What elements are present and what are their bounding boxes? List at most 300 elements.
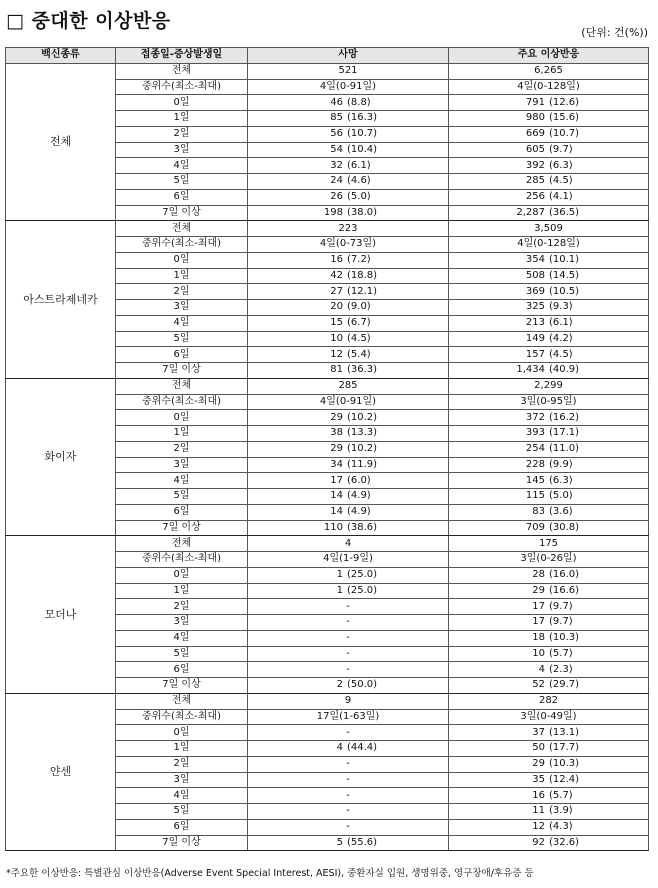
death-cell xyxy=(248,599,449,615)
table-row xyxy=(6,63,649,79)
count-value: 354 xyxy=(525,254,545,266)
major-reaction-cell xyxy=(449,63,649,79)
major-reaction-cell xyxy=(449,268,649,284)
death-cell xyxy=(248,268,449,284)
major-reaction-cell xyxy=(449,347,649,363)
major-reaction-cell xyxy=(449,504,649,520)
major-reaction-cell xyxy=(449,615,649,631)
count-value: 115 xyxy=(525,490,545,502)
count-value: 669 xyxy=(525,128,545,140)
death-cell xyxy=(248,95,449,111)
major-reaction-cell xyxy=(449,237,649,253)
vaccine-name: 아스트라제네카 xyxy=(6,221,116,379)
interval-label: 중위수(최소-최대) xyxy=(116,709,248,725)
percent-value: (17.1) xyxy=(549,427,580,439)
percent-value: (25.0) xyxy=(347,584,378,596)
count-value: 50 xyxy=(532,742,545,754)
interval-label: 5일 xyxy=(116,646,248,662)
count-value: 10 xyxy=(532,647,545,659)
count-value: 12 xyxy=(330,348,343,360)
cell-value: - xyxy=(346,600,350,612)
cell-value: - xyxy=(346,758,350,770)
percent-value: (18.8) xyxy=(347,269,378,281)
major-reaction-cell xyxy=(449,252,649,268)
count-value: 10 xyxy=(330,332,343,344)
percent-value: (16.3) xyxy=(347,112,378,124)
percent-value: (7.2) xyxy=(347,254,371,266)
percent-value: (6.7) xyxy=(347,317,371,329)
count-value: 27 xyxy=(330,285,343,297)
percent-value: (9.3) xyxy=(549,301,573,313)
interval-label: 중위수(최소-최대) xyxy=(116,552,248,568)
major-reaction-cell xyxy=(449,410,649,426)
interval-label: 0일 xyxy=(116,567,248,583)
percent-value: (10.5) xyxy=(549,285,580,297)
percent-value: (12.1) xyxy=(347,285,378,297)
death-cell xyxy=(248,426,449,442)
cell-value: 282 xyxy=(538,695,559,707)
interval-label: 5일 xyxy=(116,331,248,347)
count-value: 20 xyxy=(330,301,343,313)
death-cell xyxy=(248,489,449,505)
death-cell xyxy=(248,819,449,835)
percent-value: (4.1) xyxy=(549,191,573,203)
percent-value: (10.3) xyxy=(549,758,580,770)
count-value: 980 xyxy=(525,112,545,124)
major-reaction-cell xyxy=(449,363,649,379)
count-value: 17 xyxy=(330,474,343,486)
count-value: 1,434 xyxy=(516,364,545,376)
count-value: 29 xyxy=(532,584,545,596)
table-body xyxy=(6,63,649,851)
percent-value: (36.3) xyxy=(347,364,378,376)
cell-value: 3,509 xyxy=(534,222,563,234)
count-value: 29 xyxy=(330,411,343,423)
percent-value: (10.1) xyxy=(549,254,580,266)
major-reaction-cell xyxy=(449,835,649,851)
death-cell xyxy=(248,678,449,694)
interval-label: 7일 이상 xyxy=(116,363,248,379)
death-cell xyxy=(248,552,449,568)
count-value: 17 xyxy=(532,616,545,628)
count-value: 369 xyxy=(525,285,545,297)
interval-label: 0일 xyxy=(116,252,248,268)
percent-value: (38.0) xyxy=(347,206,378,218)
count-value: 213 xyxy=(525,317,545,329)
interval-label: 7일 이상 xyxy=(116,520,248,536)
interval-label: 2일 xyxy=(116,756,248,772)
cell-value: 3일(0-26일) xyxy=(520,553,577,565)
major-reaction-cell xyxy=(449,772,649,788)
major-reaction-cell xyxy=(449,567,649,583)
count-value: 29 xyxy=(532,758,545,770)
death-cell xyxy=(248,378,449,394)
major-reaction-cell xyxy=(449,630,649,646)
table-row xyxy=(6,378,649,394)
death-cell xyxy=(248,79,449,95)
death-cell xyxy=(248,520,449,536)
major-reaction-cell xyxy=(449,457,649,473)
interval-label: 전체 xyxy=(116,221,248,237)
death-cell xyxy=(248,237,449,253)
death-cell xyxy=(248,536,449,552)
percent-value: (5.7) xyxy=(549,789,573,801)
interval-label: 4일 xyxy=(116,158,248,174)
cell-value: 3일(0-95일) xyxy=(520,395,577,407)
major-reaction-cell xyxy=(449,819,649,835)
death-cell xyxy=(248,756,449,772)
percent-value: (9.0) xyxy=(347,301,371,313)
count-value: 85 xyxy=(330,112,343,124)
cell-value: 175 xyxy=(538,537,559,549)
col-header-major: 주요 이상반응 xyxy=(449,48,649,64)
percent-value: (12.4) xyxy=(549,773,580,785)
count-value: 254 xyxy=(525,443,545,455)
count-value: 4 xyxy=(538,663,545,675)
col-header-death: 사망 xyxy=(248,48,449,64)
percent-value: (16.6) xyxy=(549,584,580,596)
unit-label: (단위: 건(%)) xyxy=(581,26,648,39)
cell-value: 17일(1-63일) xyxy=(316,710,380,722)
interval-label: 6일 xyxy=(116,819,248,835)
major-reaction-cell xyxy=(449,709,649,725)
count-value: 52 xyxy=(532,679,545,691)
percent-value: (36.5) xyxy=(549,206,580,218)
count-value: 372 xyxy=(525,411,545,423)
interval-label: 0일 xyxy=(116,95,248,111)
count-value: 1 xyxy=(336,569,343,581)
count-value: 28 xyxy=(532,569,545,581)
count-value: 145 xyxy=(525,474,545,486)
percent-value: (8.8) xyxy=(347,96,371,108)
cell-value: 4일(0-73일) xyxy=(319,238,377,250)
cell-value: - xyxy=(346,789,350,801)
interval-label: 전체 xyxy=(116,693,248,709)
major-reaction-cell xyxy=(449,126,649,142)
death-cell xyxy=(248,583,449,599)
percent-value: (10.7) xyxy=(347,128,378,140)
major-reaction-cell xyxy=(449,331,649,347)
interval-label: 2일 xyxy=(116,599,248,615)
percent-value: (9.7) xyxy=(549,600,573,612)
death-cell xyxy=(248,741,449,757)
interval-label: 전체 xyxy=(116,378,248,394)
major-reaction-cell xyxy=(449,725,649,741)
page-title: □ 중대한 이상반응 xyxy=(6,10,171,32)
percent-value: (32.6) xyxy=(549,836,580,848)
count-value: 42 xyxy=(330,269,343,281)
cell-value: 285 xyxy=(338,380,358,392)
count-value: 791 xyxy=(525,96,545,108)
percent-value: (4.9) xyxy=(347,506,371,518)
cell-value: 2,299 xyxy=(534,380,563,392)
major-reaction-cell xyxy=(449,693,649,709)
count-value: 605 xyxy=(525,143,545,155)
count-value: 198 xyxy=(323,206,343,218)
percent-value: (9.9) xyxy=(549,458,573,470)
death-cell xyxy=(248,174,449,190)
cell-value: 9 xyxy=(344,695,352,707)
count-value: 34 xyxy=(330,458,343,470)
interval-label: 6일 xyxy=(116,189,248,205)
count-value: 92 xyxy=(532,836,545,848)
cell-value: - xyxy=(346,663,350,675)
major-reaction-cell xyxy=(449,378,649,394)
interval-label: 전체 xyxy=(116,63,248,79)
death-cell xyxy=(248,221,449,237)
cell-value: 4일(0-91일) xyxy=(319,80,377,92)
percent-value: (11.9) xyxy=(347,458,378,470)
percent-value: (15.6) xyxy=(549,112,580,124)
death-cell xyxy=(248,630,449,646)
major-reaction-cell xyxy=(449,662,649,678)
interval-label: 5일 xyxy=(116,489,248,505)
percent-value: (5.0) xyxy=(347,191,371,203)
count-value: 14 xyxy=(330,506,343,518)
count-value: 32 xyxy=(330,159,343,171)
interval-label: 3일 xyxy=(116,615,248,631)
count-value: 35 xyxy=(532,773,545,785)
percent-value: (5.0) xyxy=(549,490,573,502)
death-cell xyxy=(248,473,449,489)
interval-label: 4일 xyxy=(116,630,248,646)
major-reaction-cell xyxy=(449,111,649,127)
vaccine-name: 전체 xyxy=(6,63,116,221)
percent-value: (30.8) xyxy=(549,521,580,533)
interval-label: 중위수(최소-최대) xyxy=(116,79,248,95)
footnote: *주요한 이상반응: 특별관심 이상반응(Adverse Event Special Interest, AESI), 중환자실 입원, 생명위중, 영구장애/후유증 등 xyxy=(6,868,534,879)
death-cell xyxy=(248,457,449,473)
major-reaction-cell xyxy=(449,300,649,316)
percent-value: (16.0) xyxy=(549,569,580,581)
percent-value: (10.4) xyxy=(347,143,378,155)
percent-value: (16.2) xyxy=(549,411,580,423)
interval-label: 6일 xyxy=(116,347,248,363)
count-value: 83 xyxy=(532,506,545,518)
major-reaction-cell xyxy=(449,441,649,457)
col-header-vaccine: 백신종류 xyxy=(6,48,116,64)
interval-label: 6일 xyxy=(116,504,248,520)
interval-label: 0일 xyxy=(116,410,248,426)
cell-value: - xyxy=(346,632,350,644)
major-reaction-cell xyxy=(449,788,649,804)
count-value: 24 xyxy=(330,175,343,187)
count-value: 149 xyxy=(525,332,545,344)
count-value: 709 xyxy=(525,521,545,533)
vaccine-name: 화이자 xyxy=(6,378,116,536)
death-cell xyxy=(248,205,449,221)
adverse-reaction-table xyxy=(5,47,649,851)
cell-value: - xyxy=(346,726,350,738)
interval-label: 5일 xyxy=(116,174,248,190)
count-value: 17 xyxy=(532,600,545,612)
major-reaction-cell xyxy=(449,536,649,552)
count-value: 4 xyxy=(336,742,343,754)
percent-value: (44.4) xyxy=(347,742,378,754)
death-cell xyxy=(248,126,449,142)
major-reaction-cell xyxy=(449,552,649,568)
major-reaction-cell xyxy=(449,489,649,505)
major-reaction-cell xyxy=(449,158,649,174)
count-value: 81 xyxy=(330,364,343,376)
death-cell xyxy=(248,835,449,851)
count-value: 16 xyxy=(330,254,343,266)
interval-label: 4일 xyxy=(116,473,248,489)
death-cell xyxy=(248,567,449,583)
percent-value: (25.0) xyxy=(347,569,378,581)
percent-value: (2.3) xyxy=(549,663,573,675)
cell-value: - xyxy=(346,773,350,785)
percent-value: (12.6) xyxy=(549,96,580,108)
major-reaction-cell xyxy=(449,583,649,599)
major-reaction-cell xyxy=(449,394,649,410)
death-cell xyxy=(248,788,449,804)
cell-value: 223 xyxy=(338,222,358,234)
major-reaction-cell xyxy=(449,804,649,820)
major-reaction-cell xyxy=(449,599,649,615)
death-cell xyxy=(248,315,449,331)
interval-label: 3일 xyxy=(116,300,248,316)
cell-value: 4 xyxy=(344,537,352,549)
death-cell xyxy=(248,615,449,631)
cell-value: 4일(0-91일) xyxy=(319,395,377,407)
death-cell xyxy=(248,252,449,268)
percent-value: (4.5) xyxy=(549,175,573,187)
percent-value: (4.6) xyxy=(347,175,371,187)
death-cell xyxy=(248,709,449,725)
percent-value: (17.7) xyxy=(549,742,580,754)
interval-label: 6일 xyxy=(116,662,248,678)
percent-value: (10.3) xyxy=(549,632,580,644)
interval-label: 2일 xyxy=(116,284,248,300)
death-cell xyxy=(248,347,449,363)
major-reaction-cell xyxy=(449,221,649,237)
cell-value: - xyxy=(346,805,350,817)
percent-value: (55.6) xyxy=(347,836,378,848)
percent-value: (4.5) xyxy=(549,348,573,360)
vaccine-name: 얀센 xyxy=(6,693,116,851)
interval-label: 1일 xyxy=(116,583,248,599)
interval-label: 7일 이상 xyxy=(116,835,248,851)
percent-value: (5.7) xyxy=(549,647,573,659)
count-value: 110 xyxy=(323,521,343,533)
death-cell xyxy=(248,284,449,300)
interval-label: 중위수(최소-최대) xyxy=(116,394,248,410)
count-value: 1 xyxy=(336,584,343,596)
count-value: 2 xyxy=(336,679,343,691)
major-reaction-cell xyxy=(449,741,649,757)
major-reaction-cell xyxy=(449,473,649,489)
vaccine-name: 모더나 xyxy=(6,536,116,694)
count-value: 256 xyxy=(525,191,545,203)
death-cell xyxy=(248,772,449,788)
percent-value: (5.4) xyxy=(347,348,371,360)
major-reaction-cell xyxy=(449,79,649,95)
count-value: 54 xyxy=(330,143,343,155)
percent-value: (14.5) xyxy=(549,269,580,281)
percent-value: (6.1) xyxy=(549,317,573,329)
major-reaction-cell xyxy=(449,205,649,221)
percent-value: (9.7) xyxy=(549,143,573,155)
cell-value: - xyxy=(346,647,350,659)
percent-value: (4.2) xyxy=(549,332,573,344)
interval-label: 2일 xyxy=(116,441,248,457)
count-value: 15 xyxy=(330,317,343,329)
interval-label: 4일 xyxy=(116,315,248,331)
table-row xyxy=(6,536,649,552)
death-cell xyxy=(248,441,449,457)
count-value: 325 xyxy=(525,301,545,313)
percent-value: (40.9) xyxy=(549,364,580,376)
count-value: 392 xyxy=(525,159,545,171)
major-reaction-cell xyxy=(449,756,649,772)
major-reaction-cell xyxy=(449,174,649,190)
count-value: 11 xyxy=(532,805,545,817)
count-value: 38 xyxy=(330,427,343,439)
count-value: 2,287 xyxy=(516,206,545,218)
interval-label: 전체 xyxy=(116,536,248,552)
percent-value: (6.3) xyxy=(549,159,573,171)
interval-label: 2일 xyxy=(116,126,248,142)
death-cell xyxy=(248,394,449,410)
percent-value: (11.0) xyxy=(549,443,580,455)
count-value: 393 xyxy=(525,427,545,439)
cell-value: 3일(0-49일) xyxy=(520,710,577,722)
table-row xyxy=(6,221,649,237)
count-value: 228 xyxy=(525,458,545,470)
interval-label: 4일 xyxy=(116,788,248,804)
major-reaction-cell xyxy=(449,189,649,205)
count-value: 12 xyxy=(532,821,545,833)
death-cell xyxy=(248,158,449,174)
interval-label: 3일 xyxy=(116,457,248,473)
interval-label: 3일 xyxy=(116,772,248,788)
percent-value: (10.7) xyxy=(549,128,580,140)
percent-value: (13.1) xyxy=(549,726,580,738)
death-cell xyxy=(248,804,449,820)
major-reaction-cell xyxy=(449,95,649,111)
percent-value: (10.2) xyxy=(347,411,378,423)
percent-value: (6.0) xyxy=(347,474,371,486)
interval-label: 5일 xyxy=(116,804,248,820)
percent-value: (3.6) xyxy=(549,506,573,518)
death-cell xyxy=(248,111,449,127)
interval-label: 1일 xyxy=(116,426,248,442)
table-header-row xyxy=(6,48,649,64)
death-cell xyxy=(248,331,449,347)
cell-value: 4일(0-128일) xyxy=(517,238,580,250)
interval-label: 0일 xyxy=(116,725,248,741)
major-reaction-cell xyxy=(449,520,649,536)
cell-value: - xyxy=(346,616,350,628)
death-cell xyxy=(248,63,449,79)
death-cell xyxy=(248,504,449,520)
death-cell xyxy=(248,693,449,709)
death-cell xyxy=(248,662,449,678)
percent-value: (9.7) xyxy=(549,616,573,628)
percent-value: (50.0) xyxy=(347,679,378,691)
major-reaction-cell xyxy=(449,142,649,158)
count-value: 157 xyxy=(525,348,545,360)
interval-label: 7일 이상 xyxy=(116,205,248,221)
death-cell xyxy=(248,363,449,379)
percent-value: (6.3) xyxy=(549,474,573,486)
count-value: 5 xyxy=(336,836,343,848)
cell-value: 4일(0-128일) xyxy=(517,80,580,92)
percent-value: (4.5) xyxy=(347,332,371,344)
percent-value: (10.2) xyxy=(347,443,378,455)
percent-value: (6.1) xyxy=(347,159,371,171)
